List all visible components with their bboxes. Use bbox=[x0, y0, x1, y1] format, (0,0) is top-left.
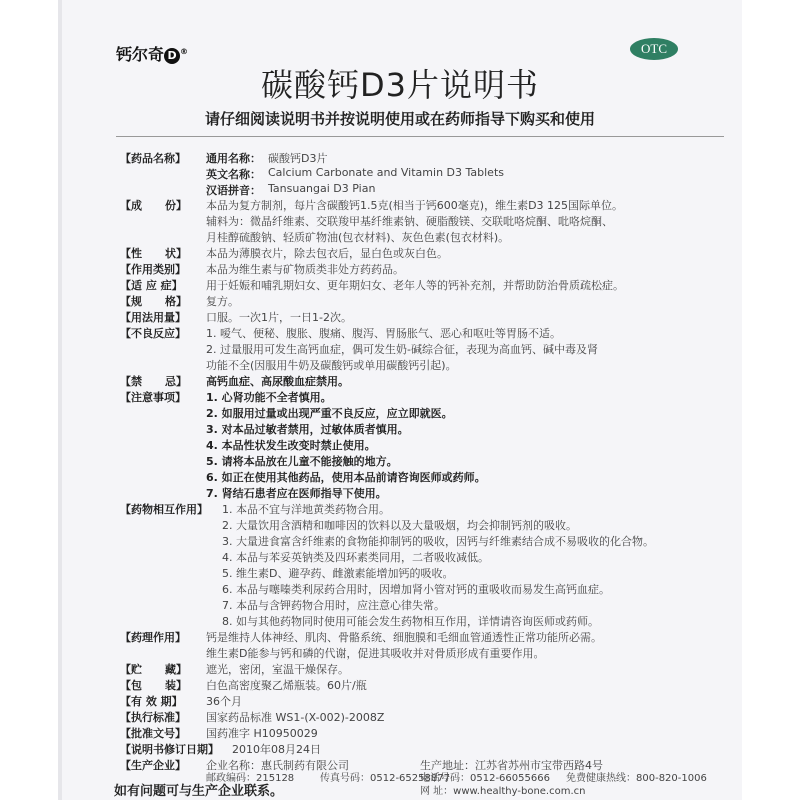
brand-d-mark: D bbox=[164, 48, 180, 64]
section-label-revision: 【说明书修订日期】 bbox=[120, 743, 219, 756]
section-label-manufacturer: 【生产企业】 bbox=[120, 759, 186, 772]
english-name-label: 英文名称： bbox=[206, 168, 261, 181]
ingredients-line: 月桂醇硫酸钠、轻质矿物油(包衣材料)、灰色色素(包衣材料)。 bbox=[206, 231, 510, 244]
document-title: 碳酸钙D3片说明书 bbox=[260, 66, 539, 104]
section-label-name: 【药品名称】 bbox=[120, 152, 186, 165]
company-address: 生产地址：江苏省苏州市宝带西路4号 bbox=[420, 759, 603, 772]
precaution-item: 4. 本品性状发生改变时禁止使用。 bbox=[206, 439, 376, 452]
storage-text: 遮光，密闭，室温干燥保存。 bbox=[206, 663, 349, 676]
section-label-standard: 【执行标准】 bbox=[120, 711, 186, 724]
approval-text: 国药准字 H10950029 bbox=[206, 727, 318, 740]
adverse-line: 2. 过量服用可发生高钙血症，偶可发生奶-碱综合征，表现为高血钙、碱中毒及肾 bbox=[206, 343, 598, 356]
precaution-item: 2. 如服用过量或出现严重不良反应，应立即就医。 bbox=[206, 407, 453, 420]
pharmacology-line: 维生素D能参与钙和磷的代谢，促进其吸收并对骨质形成有重要作用。 bbox=[206, 647, 545, 660]
company-postcode: 邮政编码：215128 bbox=[206, 773, 295, 784]
precaution-item: 3. 对本品过敏者禁用，过敏体质者慎用。 bbox=[206, 423, 409, 436]
ingredients-line: 辅料为：微晶纤维素、交联羧甲基纤维素钠、硬脂酸镁、交联吡咯烷酮、吡咯烷酮、 bbox=[206, 215, 613, 228]
interaction-item: 1. 本品不宜与洋地黄类药物合用。 bbox=[222, 503, 390, 516]
section-label-category: 【作用类别】 bbox=[120, 263, 186, 276]
section-label-approval: 【批准文号】 bbox=[120, 727, 186, 740]
indications-text: 用于妊娠和哺乳期妇女、更年期妇女、老年人等的钙补充剂，并帮助防治骨质疏松症。 bbox=[206, 279, 624, 292]
pharmacology-line: 钙是维持人体神经、肌肉、骨骼系统、细胞膜和毛细血管通透性正常功能所必需。 bbox=[206, 631, 602, 644]
contraindications-text: 高钙血症、高尿酸血症禁用。 bbox=[206, 375, 349, 388]
category-text: 本品为维生素与矿物质类非处方药药品。 bbox=[206, 263, 404, 276]
properties-text: 本品为薄膜衣片，除去包衣后，显白色或灰白色。 bbox=[206, 247, 448, 260]
section-label-properties: 【性 状】 bbox=[120, 247, 187, 260]
document-subtitle: 请仔细阅读说明书并按说明使用或在药师指导下购买和使用 bbox=[204, 110, 595, 128]
section-label-indications: 【适 应 症】 bbox=[120, 279, 183, 292]
brand-name: 钙尔奇 bbox=[116, 45, 165, 64]
section-label-storage: 【贮 藏】 bbox=[120, 663, 187, 676]
precaution-item: 5. 请将本品放在儿童不能接触的地方。 bbox=[206, 455, 398, 468]
standard-text: 国家药品标准 WS1-(X-002)-2008Z bbox=[206, 711, 385, 724]
section-label-validity: 【有 效 期】 bbox=[120, 695, 183, 708]
company-hotline: 免费健康热线：800-820-1006 bbox=[566, 773, 707, 784]
interaction-item: 3. 大量进食富含纤维素的食物能抑制钙的吸收，因钙与纤维素结合成不易吸收的化合物。 bbox=[222, 535, 654, 548]
ingredients-line: 本品为复方制剂，每片含碳酸钙1.5克(相当于钙600毫克)，维生素D3 125国际单位。 bbox=[206, 199, 624, 212]
section-label-ingredients: 【成 份】 bbox=[120, 199, 187, 212]
generic-name: 碳酸钙D3片 bbox=[268, 152, 328, 165]
interaction-item: 4. 本品与苯妥英钠类及四环素类同用，二者吸收减低。 bbox=[222, 551, 489, 564]
precaution-item: 7. 肾结石患者应在医师指导下使用。 bbox=[206, 487, 387, 500]
company-phone: 电话号码：0512-66055666 bbox=[420, 773, 550, 784]
section-label-package: 【包 装】 bbox=[120, 679, 187, 692]
section-label-specification: 【规 格】 bbox=[120, 295, 187, 308]
top-divider bbox=[116, 136, 724, 137]
revision-date: 2010年08月24日 bbox=[232, 743, 321, 756]
english-name: Calcium Carbonate and Vitamin D3 Tablets bbox=[268, 166, 504, 179]
section-label-dosage: 【用法用量】 bbox=[120, 311, 186, 324]
specification-text: 复方。 bbox=[206, 295, 239, 308]
company-name: 企业名称：惠氏制药有限公司 bbox=[206, 759, 349, 772]
section-label-interactions: 【药物相互作用】 bbox=[120, 503, 208, 516]
interaction-item: 7. 本品与含钾药物合用时，应注意心律失常。 bbox=[222, 599, 445, 612]
section-label-contraindications: 【禁 忌】 bbox=[120, 375, 187, 388]
validity-text: 36个月 bbox=[206, 695, 242, 708]
adverse-line: 功能不全(因服用牛奶及碳酸钙或单用碳酸钙引起)。 bbox=[206, 359, 457, 372]
section-label-precautions: 【注意事项】 bbox=[120, 391, 186, 404]
interaction-item: 2. 大量饮用含酒精和咖啡因的饮料以及大量吸烟，均会抑制钙剂的吸收。 bbox=[222, 519, 577, 532]
package-text: 白色高密度聚乙烯瓶装。60片/瓶 bbox=[206, 679, 367, 692]
otc-badge: OTC bbox=[630, 38, 678, 60]
interaction-item: 5. 维生素D、避孕药、雌激素能增加钙的吸收。 bbox=[222, 567, 454, 580]
interaction-item: 6. 本品与噻嗪类利尿药合用时，因增加肾小管对钙的重吸收而易发生高钙血症。 bbox=[222, 583, 610, 596]
company-website: 网 址：www.healthy-bone.com.cn bbox=[420, 786, 586, 797]
pinyin-label: 汉语拼音： bbox=[206, 184, 261, 197]
company-fax: 传真号码：0512-65258877 bbox=[320, 773, 450, 784]
footer-note: 如有问题可与生产企业联系。 bbox=[114, 784, 284, 799]
generic-name-label: 通用名称： bbox=[206, 152, 261, 165]
pinyin-name: Tansuangai D3 Pian bbox=[268, 182, 376, 195]
interaction-item: 8. 如与其他药物同时使用可能会发生药物相互作用，详情请咨询医师或药师。 bbox=[222, 615, 599, 628]
precaution-item: 6. 如正在使用其他药品，使用本品前请咨询医师或药师。 bbox=[206, 471, 486, 484]
dosage-text: 口服。一次1片，一日1-2次。 bbox=[206, 311, 352, 324]
registered-mark: ® bbox=[180, 47, 189, 56]
section-label-adverse: 【不良反应】 bbox=[120, 327, 186, 340]
precaution-item: 1. 心肾功能不全者慎用。 bbox=[206, 391, 332, 404]
adverse-line: 1. 嗳气、便秘、腹胀、腹痛、腹泻、胃肠胀气、恶心和呕吐等胃肠不适。 bbox=[206, 327, 561, 340]
section-label-pharmacology: 【药理作用】 bbox=[120, 631, 186, 644]
